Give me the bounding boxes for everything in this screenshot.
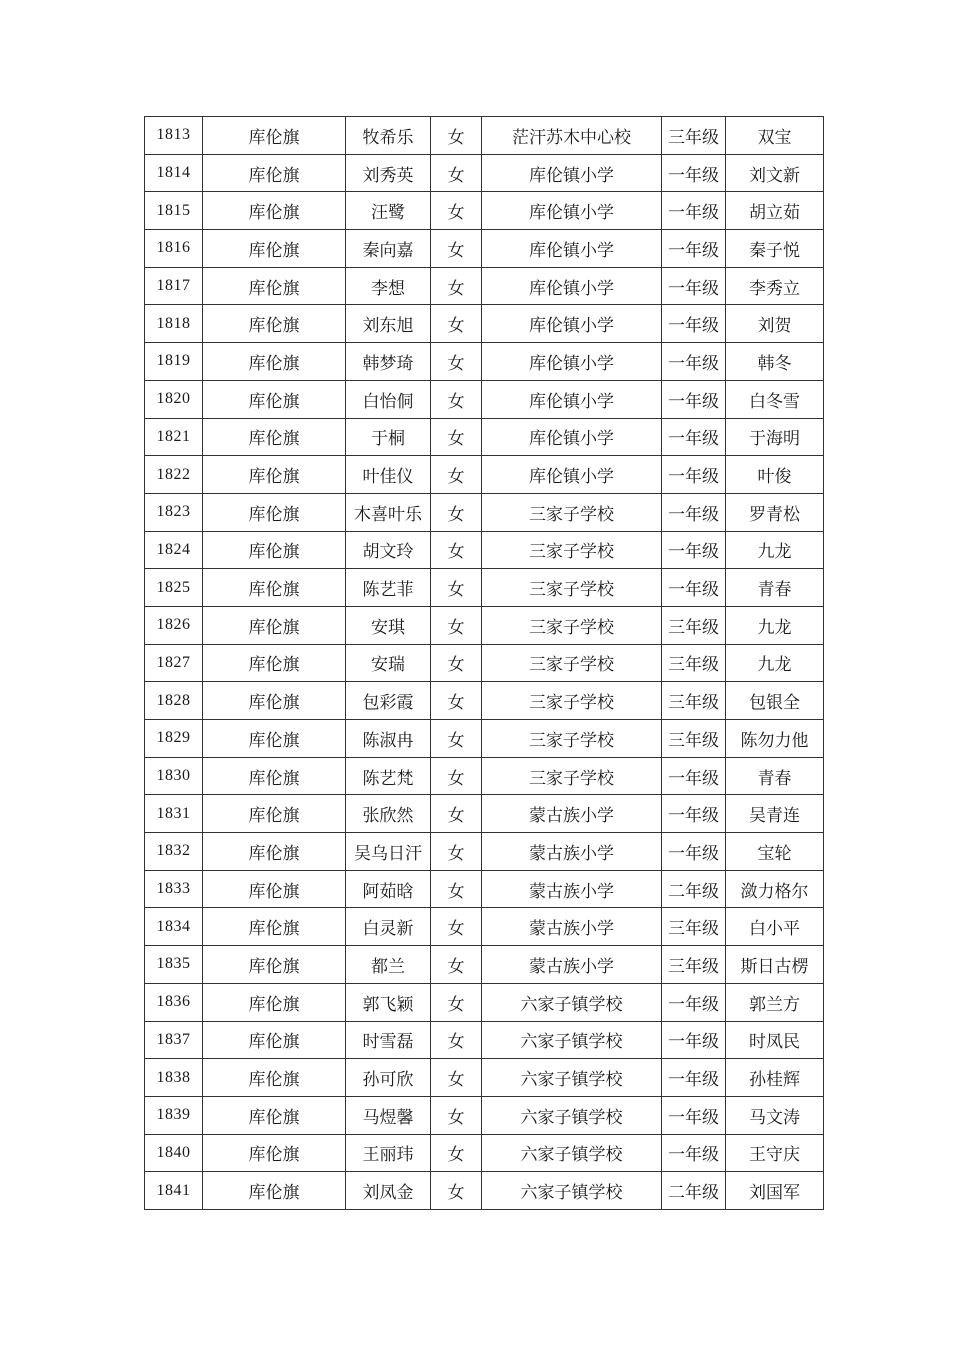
grade-cell: 一年级 — [662, 1021, 726, 1059]
table-row — [145, 833, 824, 871]
county-cell: 库伦旗 — [203, 1134, 346, 1172]
gender-cell: 女 — [431, 1059, 482, 1097]
row-number: 1832 — [145, 833, 203, 871]
guardian-name-cell: 刘贺 — [726, 305, 824, 343]
row-number: 1818 — [145, 305, 203, 343]
row-number: 1821 — [145, 418, 203, 456]
student-name-cell: 李想 — [346, 267, 431, 305]
student-name-cell: 韩梦琦 — [346, 343, 431, 381]
guardian-name-cell: 时凤民 — [726, 1021, 824, 1059]
table-row — [145, 154, 824, 192]
table-row — [145, 1021, 824, 1059]
row-number: 1820 — [145, 380, 203, 418]
student-name-cell: 孙可欣 — [346, 1059, 431, 1097]
table-row — [145, 380, 824, 418]
student-name-cell: 张欣然 — [346, 795, 431, 833]
guardian-name-cell: 韩冬 — [726, 343, 824, 381]
row-number: 1830 — [145, 757, 203, 795]
roster-body — [145, 117, 824, 1210]
student-name-cell: 白怡侗 — [346, 380, 431, 418]
student-name-cell: 白灵新 — [346, 908, 431, 946]
county-cell: 库伦旗 — [203, 795, 346, 833]
school-cell: 库伦镇小学 — [482, 154, 662, 192]
school-cell: 六家子镇学校 — [482, 1134, 662, 1172]
guardian-name-cell: 吴青连 — [726, 795, 824, 833]
student-name-cell: 于桐 — [346, 418, 431, 456]
school-cell: 库伦镇小学 — [482, 267, 662, 305]
school-cell: 库伦镇小学 — [482, 380, 662, 418]
student-name-cell: 陈淑冉 — [346, 720, 431, 758]
table-row — [145, 1059, 824, 1097]
gender-cell: 女 — [431, 380, 482, 418]
grade-cell: 三年级 — [662, 644, 726, 682]
student-name-cell: 汪鹭 — [346, 192, 431, 230]
table-row — [145, 569, 824, 607]
county-cell: 库伦旗 — [203, 946, 346, 984]
guardian-name-cell: 宝轮 — [726, 833, 824, 871]
school-cell: 蒙古族小学 — [482, 795, 662, 833]
school-cell: 蒙古族小学 — [482, 870, 662, 908]
table-row — [145, 117, 824, 155]
row-number: 1839 — [145, 1096, 203, 1134]
grade-cell: 一年级 — [662, 418, 726, 456]
row-number: 1814 — [145, 154, 203, 192]
gender-cell: 女 — [431, 644, 482, 682]
grade-cell: 三年级 — [662, 682, 726, 720]
row-number: 1827 — [145, 644, 203, 682]
student-name-cell: 叶佳仪 — [346, 456, 431, 494]
gender-cell: 女 — [431, 343, 482, 381]
guardian-name-cell: 王守庆 — [726, 1134, 824, 1172]
student-name-cell: 马煜馨 — [346, 1096, 431, 1134]
grade-cell: 一年级 — [662, 267, 726, 305]
guardian-name-cell: 罗青松 — [726, 493, 824, 531]
county-cell: 库伦旗 — [203, 192, 346, 230]
student-name-cell: 胡文玲 — [346, 531, 431, 569]
school-cell: 库伦镇小学 — [482, 305, 662, 343]
county-cell: 库伦旗 — [203, 343, 346, 381]
gender-cell: 女 — [431, 456, 482, 494]
grade-cell: 三年级 — [662, 606, 726, 644]
school-cell: 三家子学校 — [482, 682, 662, 720]
row-number: 1829 — [145, 720, 203, 758]
grade-cell: 一年级 — [662, 531, 726, 569]
guardian-name-cell: 九龙 — [726, 606, 824, 644]
gender-cell: 女 — [431, 946, 482, 984]
guardian-name-cell: 陈勿力他 — [726, 720, 824, 758]
gender-cell: 女 — [431, 117, 482, 155]
table-row — [145, 305, 824, 343]
school-cell: 六家子镇学校 — [482, 1059, 662, 1097]
county-cell: 库伦旗 — [203, 1021, 346, 1059]
table-row — [145, 1172, 824, 1210]
county-cell: 库伦旗 — [203, 531, 346, 569]
guardian-name-cell: 郭兰方 — [726, 983, 824, 1021]
student-name-cell: 秦向嘉 — [346, 230, 431, 268]
county-cell: 库伦旗 — [203, 230, 346, 268]
table-row — [145, 682, 824, 720]
table-row — [145, 720, 824, 758]
guardian-name-cell: 九龙 — [726, 644, 824, 682]
school-cell: 六家子镇学校 — [482, 983, 662, 1021]
row-number: 1836 — [145, 983, 203, 1021]
grade-cell: 一年级 — [662, 1059, 726, 1097]
gender-cell: 女 — [431, 192, 482, 230]
table-row — [145, 644, 824, 682]
table-row — [145, 343, 824, 381]
county-cell: 库伦旗 — [203, 418, 346, 456]
county-cell: 库伦旗 — [203, 833, 346, 871]
table-row — [145, 1134, 824, 1172]
student-name-cell: 时雪磊 — [346, 1021, 431, 1059]
row-number: 1837 — [145, 1021, 203, 1059]
county-cell: 库伦旗 — [203, 1059, 346, 1097]
guardian-name-cell: 刘国军 — [726, 1172, 824, 1210]
row-number: 1819 — [145, 343, 203, 381]
table-row — [145, 1096, 824, 1134]
row-number: 1841 — [145, 1172, 203, 1210]
table-row — [145, 983, 824, 1021]
row-number: 1833 — [145, 870, 203, 908]
table-row — [145, 418, 824, 456]
grade-cell: 一年级 — [662, 230, 726, 268]
student-name-cell: 阿茹晗 — [346, 870, 431, 908]
student-name-cell: 安瑞 — [346, 644, 431, 682]
gender-cell: 女 — [431, 682, 482, 720]
grade-cell: 二年级 — [662, 870, 726, 908]
county-cell: 库伦旗 — [203, 569, 346, 607]
school-cell: 库伦镇小学 — [482, 456, 662, 494]
gender-cell: 女 — [431, 983, 482, 1021]
table-row — [145, 908, 824, 946]
county-cell: 库伦旗 — [203, 267, 346, 305]
school-cell: 三家子学校 — [482, 757, 662, 795]
row-number: 1828 — [145, 682, 203, 720]
grade-cell: 一年级 — [662, 1096, 726, 1134]
gender-cell: 女 — [431, 606, 482, 644]
school-cell: 三家子学校 — [482, 569, 662, 607]
gender-cell: 女 — [431, 833, 482, 871]
county-cell: 库伦旗 — [203, 606, 346, 644]
gender-cell: 女 — [431, 305, 482, 343]
county-cell: 库伦旗 — [203, 720, 346, 758]
gender-cell: 女 — [431, 1096, 482, 1134]
county-cell: 库伦旗 — [203, 682, 346, 720]
gender-cell: 女 — [431, 1021, 482, 1059]
guardian-name-cell: 于海明 — [726, 418, 824, 456]
school-cell: 蒙古族小学 — [482, 908, 662, 946]
county-cell: 库伦旗 — [203, 870, 346, 908]
gender-cell: 女 — [431, 757, 482, 795]
county-cell: 库伦旗 — [203, 908, 346, 946]
guardian-name-cell: 青春 — [726, 569, 824, 607]
student-name-cell: 包彩霞 — [346, 682, 431, 720]
gender-cell: 女 — [431, 493, 482, 531]
gender-cell: 女 — [431, 1172, 482, 1210]
row-number: 1834 — [145, 908, 203, 946]
school-cell: 蒙古族小学 — [482, 946, 662, 984]
student-name-cell: 郭飞颖 — [346, 983, 431, 1021]
school-cell: 六家子镇学校 — [482, 1021, 662, 1059]
row-number: 1840 — [145, 1134, 203, 1172]
gender-cell: 女 — [431, 1134, 482, 1172]
county-cell: 库伦旗 — [203, 1096, 346, 1134]
gender-cell: 女 — [431, 267, 482, 305]
grade-cell: 一年级 — [662, 757, 726, 795]
student-name-cell: 木喜叶乐 — [346, 493, 431, 531]
grade-cell: 一年级 — [662, 493, 726, 531]
gender-cell: 女 — [431, 720, 482, 758]
student-name-cell: 王丽玮 — [346, 1134, 431, 1172]
school-cell: 三家子学校 — [482, 644, 662, 682]
county-cell: 库伦旗 — [203, 380, 346, 418]
table-row — [145, 192, 824, 230]
school-cell: 六家子镇学校 — [482, 1172, 662, 1210]
student-roster-table — [144, 116, 824, 1210]
guardian-name-cell: 李秀立 — [726, 267, 824, 305]
county-cell: 库伦旗 — [203, 305, 346, 343]
school-cell: 库伦镇小学 — [482, 230, 662, 268]
student-name-cell: 刘凤金 — [346, 1172, 431, 1210]
grade-cell: 一年级 — [662, 1134, 726, 1172]
row-number: 1815 — [145, 192, 203, 230]
gender-cell: 女 — [431, 230, 482, 268]
table-row — [145, 946, 824, 984]
student-name-cell: 陈艺梵 — [346, 757, 431, 795]
row-number: 1831 — [145, 795, 203, 833]
student-name-cell: 吴乌日汗 — [346, 833, 431, 871]
row-number: 1835 — [145, 946, 203, 984]
county-cell: 库伦旗 — [203, 983, 346, 1021]
grade-cell: 一年级 — [662, 569, 726, 607]
guardian-name-cell: 叶俊 — [726, 456, 824, 494]
guardian-name-cell: 九龙 — [726, 531, 824, 569]
guardian-name-cell: 潋力格尔 — [726, 870, 824, 908]
row-number: 1824 — [145, 531, 203, 569]
guardian-name-cell: 马文涛 — [726, 1096, 824, 1134]
guardian-name-cell: 青春 — [726, 757, 824, 795]
table-row — [145, 493, 824, 531]
county-cell: 库伦旗 — [203, 493, 346, 531]
row-number: 1826 — [145, 606, 203, 644]
school-cell: 三家子学校 — [482, 493, 662, 531]
county-cell: 库伦旗 — [203, 456, 346, 494]
school-cell: 三家子学校 — [482, 720, 662, 758]
table-row — [145, 757, 824, 795]
guardian-name-cell: 包银全 — [726, 682, 824, 720]
gender-cell: 女 — [431, 531, 482, 569]
grade-cell: 二年级 — [662, 1172, 726, 1210]
gender-cell: 女 — [431, 795, 482, 833]
school-cell: 六家子镇学校 — [482, 1096, 662, 1134]
student-name-cell: 都兰 — [346, 946, 431, 984]
table-row — [145, 606, 824, 644]
row-number: 1825 — [145, 569, 203, 607]
row-number: 1822 — [145, 456, 203, 494]
guardian-name-cell: 双宝 — [726, 117, 824, 155]
county-cell: 库伦旗 — [203, 644, 346, 682]
school-cell: 库伦镇小学 — [482, 418, 662, 456]
guardian-name-cell: 孙桂辉 — [726, 1059, 824, 1097]
county-cell: 库伦旗 — [203, 1172, 346, 1210]
table-row — [145, 870, 824, 908]
table-row — [145, 531, 824, 569]
grade-cell: 三年级 — [662, 946, 726, 984]
guardian-name-cell: 斯日古楞 — [726, 946, 824, 984]
grade-cell: 一年级 — [662, 795, 726, 833]
grade-cell: 一年级 — [662, 305, 726, 343]
grade-cell: 一年级 — [662, 154, 726, 192]
school-cell: 库伦镇小学 — [482, 343, 662, 381]
county-cell: 库伦旗 — [203, 757, 346, 795]
school-cell: 茫汗苏木中心校 — [482, 117, 662, 155]
grade-cell: 一年级 — [662, 192, 726, 230]
table-row — [145, 267, 824, 305]
row-number: 1838 — [145, 1059, 203, 1097]
grade-cell: 三年级 — [662, 720, 726, 758]
school-cell: 三家子学校 — [482, 531, 662, 569]
student-name-cell: 牧希乐 — [346, 117, 431, 155]
guardian-name-cell: 秦子悦 — [726, 230, 824, 268]
gender-cell: 女 — [431, 154, 482, 192]
table-row — [145, 456, 824, 494]
gender-cell: 女 — [431, 908, 482, 946]
school-cell: 库伦镇小学 — [482, 192, 662, 230]
school-cell: 蒙古族小学 — [482, 833, 662, 871]
guardian-name-cell: 刘文新 — [726, 154, 824, 192]
row-number: 1823 — [145, 493, 203, 531]
gender-cell: 女 — [431, 870, 482, 908]
student-name-cell: 刘东旭 — [346, 305, 431, 343]
guardian-name-cell: 白小平 — [726, 908, 824, 946]
row-number: 1817 — [145, 267, 203, 305]
grade-cell: 一年级 — [662, 343, 726, 381]
grade-cell: 一年级 — [662, 983, 726, 1021]
grade-cell: 一年级 — [662, 380, 726, 418]
gender-cell: 女 — [431, 418, 482, 456]
student-name-cell: 刘秀英 — [346, 154, 431, 192]
grade-cell: 三年级 — [662, 117, 726, 155]
table-row — [145, 795, 824, 833]
student-name-cell: 安琪 — [346, 606, 431, 644]
grade-cell: 一年级 — [662, 456, 726, 494]
grade-cell: 一年级 — [662, 833, 726, 871]
guardian-name-cell: 白冬雪 — [726, 380, 824, 418]
school-cell: 三家子学校 — [482, 606, 662, 644]
row-number: 1816 — [145, 230, 203, 268]
guardian-name-cell: 胡立茹 — [726, 192, 824, 230]
grade-cell: 三年级 — [662, 908, 726, 946]
gender-cell: 女 — [431, 569, 482, 607]
row-number: 1813 — [145, 117, 203, 155]
county-cell: 库伦旗 — [203, 154, 346, 192]
table-row — [145, 230, 824, 268]
student-name-cell: 陈艺菲 — [346, 569, 431, 607]
county-cell: 库伦旗 — [203, 117, 346, 155]
